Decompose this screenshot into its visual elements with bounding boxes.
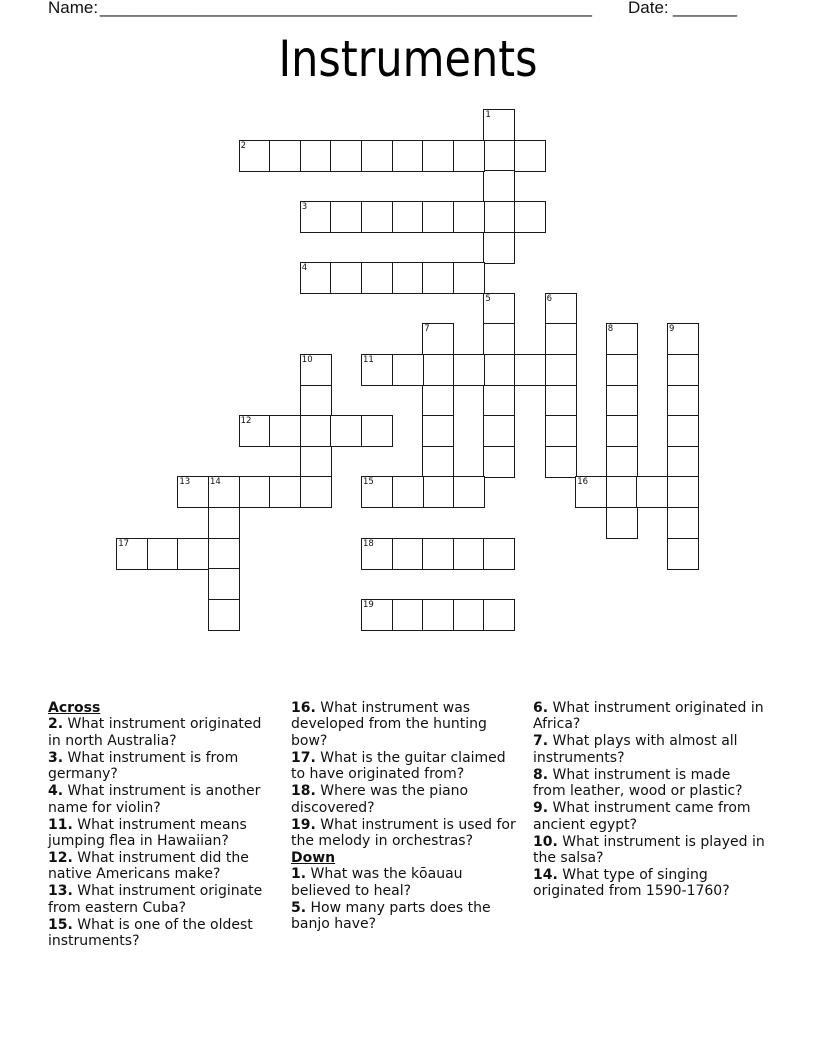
- crossword-cell[interactable]: [361, 476, 393, 508]
- clue-number: 17: [118, 538, 130, 549]
- crossword-cell[interactable]: [483, 323, 515, 355]
- clue-across-13: 13. What instrument originate from eastern Cuba?: [48, 883, 263, 916]
- crossword-cell[interactable]: [330, 262, 362, 294]
- crossword-cell[interactable]: [422, 385, 454, 417]
- crossword-cell[interactable]: [453, 538, 485, 570]
- crossword-cell[interactable]: [422, 446, 454, 478]
- crossword-cell[interactable]: [483, 354, 515, 386]
- clues-column-3: [533, 700, 765, 900]
- crossword-cell[interactable]: [392, 599, 424, 631]
- crossword-cell[interactable]: [422, 538, 454, 570]
- crossword-cell[interactable]: [361, 538, 393, 570]
- crossword-cell[interactable]: [483, 170, 515, 202]
- date-label: Date:: [628, 0, 669, 17]
- crossword-cell[interactable]: [606, 507, 638, 539]
- crossword-cell[interactable]: [483, 446, 515, 478]
- clue-number: 15: [363, 477, 374, 488]
- crossword-cell[interactable]: [453, 201, 485, 233]
- crossword-cell[interactable]: [361, 415, 393, 447]
- crossword-cell[interactable]: [606, 476, 638, 508]
- crossword-cell[interactable]: [208, 599, 240, 631]
- clue-down-14: 14. What type of singing originated from 1590-1760?: [533, 867, 730, 900]
- clue-number: 7: [424, 324, 430, 335]
- name-label: Name:: [48, 0, 99, 17]
- name-field[interactable]: ______________________________________________________: [100, 0, 592, 17]
- crossword-cell[interactable]: [606, 323, 638, 355]
- crossword-cell[interactable]: [208, 507, 240, 539]
- crossword-cell[interactable]: [392, 538, 424, 570]
- crossword-cell[interactable]: [606, 446, 638, 478]
- crossword-cell[interactable]: [330, 140, 362, 172]
- crossword-cell[interactable]: [483, 385, 515, 417]
- clue-number: 13: [179, 477, 191, 488]
- crossword-cell[interactable]: [116, 538, 148, 570]
- clue-number: 16: [577, 477, 589, 488]
- date-field[interactable]: _______: [673, 0, 737, 17]
- crossword-cell[interactable]: [606, 385, 638, 417]
- clues-column-1: [48, 700, 278, 950]
- crossword-cell[interactable]: [177, 538, 209, 570]
- crossword-cell[interactable]: [208, 538, 240, 570]
- crossword-cell[interactable]: [483, 293, 515, 325]
- crossword-cell[interactable]: [575, 476, 607, 508]
- crossword-cell[interactable]: [208, 476, 240, 508]
- crossword-cell[interactable]: [667, 323, 699, 355]
- crossword-cell[interactable]: [422, 262, 454, 294]
- clue-down-10: 10. What instrument is played in the salsa?: [533, 833, 765, 867]
- crossword-cell[interactable]: [667, 538, 699, 570]
- crossword-cell[interactable]: [422, 476, 454, 508]
- crossword-cell[interactable]: [422, 323, 454, 355]
- clue-number: 19: [363, 599, 374, 610]
- crossword-cell[interactable]: [269, 140, 301, 172]
- clue-across-16: 16. What instrument was developed from the hunting bow?: [291, 700, 487, 749]
- crossword-cell[interactable]: [545, 323, 577, 355]
- clue-number: 14: [210, 477, 221, 488]
- crossword-cell[interactable]: [545, 385, 577, 417]
- crossword-cell[interactable]: [453, 140, 485, 172]
- clue-down-7: 7. What plays with almost all instruments?: [533, 733, 738, 766]
- crossword-cell[interactable]: [239, 476, 271, 508]
- crossword-cell[interactable]: [545, 293, 577, 325]
- crossword-cell[interactable]: [269, 415, 301, 447]
- clue-across-2: 2. What instrument originated in north Australia?: [48, 716, 262, 749]
- crossword-cell[interactable]: [300, 446, 332, 478]
- crossword-cell[interactable]: [453, 599, 485, 631]
- crossword-cell[interactable]: [300, 262, 332, 294]
- crossword-cell[interactable]: [300, 140, 332, 172]
- crossword-cell[interactable]: [483, 538, 515, 570]
- crossword-cell[interactable]: [361, 201, 393, 233]
- crossword-cell[interactable]: [667, 354, 699, 386]
- crossword-cell[interactable]: [483, 140, 515, 172]
- crossword-cell[interactable]: [300, 385, 332, 417]
- crossword-cell[interactable]: [361, 140, 393, 172]
- clue-number: 3: [301, 202, 308, 212]
- crossword-cell[interactable]: [514, 201, 546, 233]
- clue-across-19: 19. What instrument is used for the melody in orchestras?: [291, 816, 516, 850]
- crossword-cell[interactable]: [208, 568, 240, 600]
- clue-across-3: 3. What instrument is from germany?: [48, 749, 239, 783]
- crossword-cell[interactable]: [453, 354, 485, 386]
- crossword-cell[interactable]: [300, 354, 332, 386]
- crossword-cell[interactable]: [667, 507, 699, 539]
- clue-number: 2: [240, 140, 247, 151]
- clue-number: 5: [485, 293, 491, 304]
- clue-number: 1: [485, 110, 491, 121]
- clue-number: 10: [301, 355, 313, 365]
- crossword-cell[interactable]: [361, 262, 393, 294]
- clue-number: 4: [301, 263, 308, 274]
- crossword-cell[interactable]: [361, 354, 393, 386]
- crossword-cell[interactable]: [514, 354, 546, 386]
- crossword-cell[interactable]: [483, 109, 515, 141]
- crossword-cell[interactable]: [392, 140, 424, 172]
- crossword-cell[interactable]: [239, 140, 271, 172]
- clue-down-9: 9. What instrument came from ancient egypt?: [533, 800, 751, 833]
- crossword-cell[interactable]: [667, 415, 699, 447]
- crossword-cell[interactable]: [239, 415, 271, 447]
- crossword-cell[interactable]: [422, 599, 454, 631]
- clue-down-1: 1. What was the kōauau believed to heal?: [291, 866, 463, 899]
- clue-number: 11: [363, 355, 374, 365]
- crossword-cell[interactable]: [300, 476, 332, 508]
- crossword-cell[interactable]: [269, 476, 301, 508]
- clue-number: 18: [363, 538, 374, 549]
- clue-across-11: 11. What instrument means jumping flea in Hawaiian?: [48, 816, 247, 850]
- crossword-cell[interactable]: [545, 415, 577, 447]
- crossword-cell[interactable]: [453, 262, 485, 294]
- crossword-cell[interactable]: [422, 415, 454, 447]
- crossword-cell[interactable]: [667, 476, 699, 508]
- crossword-cell[interactable]: [636, 476, 668, 508]
- page-title: Instruments: [278, 30, 538, 88]
- crossword-cell[interactable]: [392, 354, 424, 386]
- crossword-cell[interactable]: [606, 354, 638, 386]
- down-heading: Down: [291, 850, 336, 867]
- clue-across-4: 4. What instrument is another name for violin?: [48, 783, 261, 816]
- crossword-cell[interactable]: [514, 140, 546, 172]
- across-heading: Across: [48, 700, 101, 716]
- clue-across-17: 17. What is the guitar claimed to have originated from?: [291, 749, 506, 783]
- clue-down-6: 6. What instrument originated in Africa?: [533, 700, 764, 733]
- clue-number: 9: [669, 324, 675, 335]
- crossword-cell[interactable]: [667, 446, 699, 478]
- clue-number: 6: [546, 293, 553, 304]
- crossword-cell[interactable]: [483, 599, 515, 631]
- crossword-cell[interactable]: [330, 201, 362, 233]
- crossword-cell[interactable]: [147, 538, 179, 570]
- crossword-cell[interactable]: [330, 415, 362, 447]
- clue-down-5: 5. How many parts does the banjo have?: [291, 899, 491, 933]
- crossword-cell[interactable]: [483, 201, 515, 233]
- clue-across-12: 12. What instrument did the native Americans make?: [48, 850, 249, 883]
- crossword-cell[interactable]: [606, 415, 638, 447]
- clue-across-15: 15. What is one of the oldest instruments?: [48, 916, 253, 950]
- clues-column-2: [291, 700, 523, 933]
- crossword-cell[interactable]: [392, 262, 424, 294]
- crossword-cell[interactable]: [483, 415, 515, 447]
- crossword-cell[interactable]: [422, 354, 454, 386]
- crossword-cell[interactable]: [422, 201, 454, 233]
- crossword-cell[interactable]: [545, 354, 577, 386]
- crossword-cell[interactable]: [300, 201, 332, 233]
- clue-number: 12: [240, 416, 252, 427]
- crossword-cell[interactable]: [300, 415, 332, 447]
- crossword-cell[interactable]: [177, 476, 209, 508]
- clue-number: 8: [607, 324, 614, 335]
- crossword-cell[interactable]: [422, 140, 454, 172]
- crossword-cell[interactable]: [361, 599, 393, 631]
- clue-across-18: 18. Where was the piano discovered?: [291, 783, 469, 816]
- clue-down-8: 8. What instrument is made from leather, wood or plastic?: [533, 766, 743, 800]
- crossword-cell[interactable]: [667, 385, 699, 417]
- crossword-cell[interactable]: [545, 446, 577, 478]
- crossword-cell[interactable]: [453, 476, 485, 508]
- crossword-cell[interactable]: [392, 476, 424, 508]
- crossword-cell[interactable]: [483, 232, 515, 264]
- crossword-cell[interactable]: [392, 201, 424, 233]
